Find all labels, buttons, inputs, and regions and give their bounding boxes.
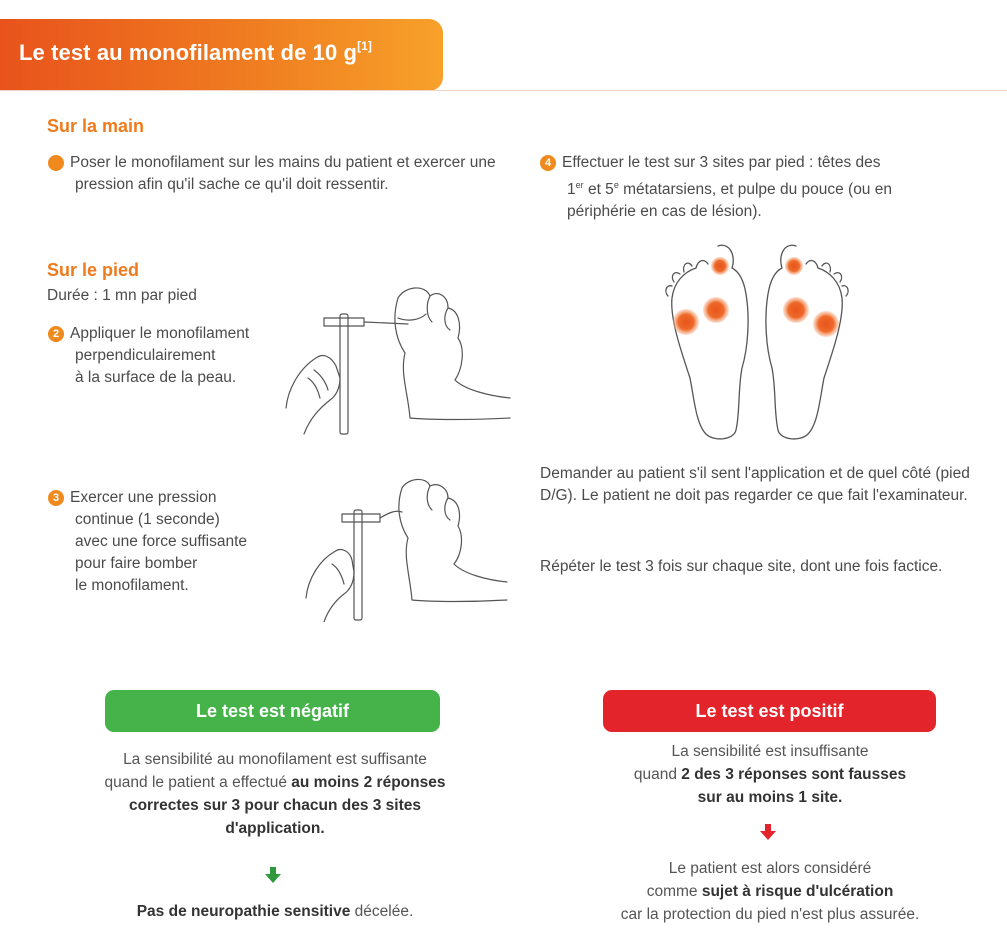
- negative-conclusion: Pas de neuropathie sensitive décelée.: [136, 903, 414, 920]
- monofilament-foot-illustration-1: [280, 278, 520, 438]
- positive-result-badge: Le test est positif: [603, 690, 936, 732]
- down-arrow-icon: [759, 823, 777, 841]
- step-number-4: 4: [540, 155, 556, 171]
- foot-soles-diagram: [650, 238, 860, 446]
- step-1-text: 1 Poser le monofilament sur les mains du patient et exercer une pression afin qu'il sache ce qu'il doit ressentir.: [39, 154, 496, 193]
- negative-result-badge: Le test est négatif: [105, 690, 440, 732]
- ask-patient-text: Demander au patient s'il sent l'application et de quel côté (pied D/G). Le patient ne doit pas regarder ce que fait l'examinateur.: [540, 465, 970, 504]
- negative-result-text: La sensibilité au monofilament est suffisante quand le patient a effectué au moins 2 réponses correctes sur 3 pour chacun des 3 sites d'application.: [104, 751, 446, 837]
- monofilament-foot-illustration-2: [302, 472, 512, 622]
- step-2-text: 2 Appliquer le monofilament perpendiculairement à la surface de la peau.: [48, 323, 308, 389]
- test-site-markers: [673, 257, 839, 337]
- step-4-text: 4 Effectuer le test sur 3 sites par pied : têtes des 1er et 5e métatarsiens, et pulpe du pouce (ou en périphérie en cas de lésion).: [540, 152, 985, 223]
- section-title-main: Sur la main: [47, 116, 145, 136]
- header-divider: [0, 90, 1007, 91]
- step-3-text: 3 Exercer une pression continue (1 seconde) avec une force suffisante pour faire bomber le monofilament.: [48, 487, 308, 597]
- page-title: Le test au monofilament de 10 g[1]: [19, 38, 373, 65]
- duration-text: Durée : 1 mn par pied: [47, 287, 197, 304]
- section-title-foot: Sur le pied: [47, 260, 140, 280]
- step-number-2: 2: [48, 326, 64, 342]
- down-arrow-icon: [264, 866, 282, 884]
- repeat-test-text: Répéter le test 3 fois sur chaque site, dont une fois factice.: [540, 558, 943, 575]
- step-number-3: 3: [48, 490, 64, 506]
- positive-conclusion: Le patient est alors considéré comme sujet à risque d'ulcération car la protection du pied n'est plus assurée.: [620, 860, 920, 923]
- step-number-1: 1: [48, 155, 64, 171]
- positive-result-text: La sensibilité est insuffisante quand 2 des 3 réponses sont fausses sur au moins 1 site.: [633, 743, 907, 806]
